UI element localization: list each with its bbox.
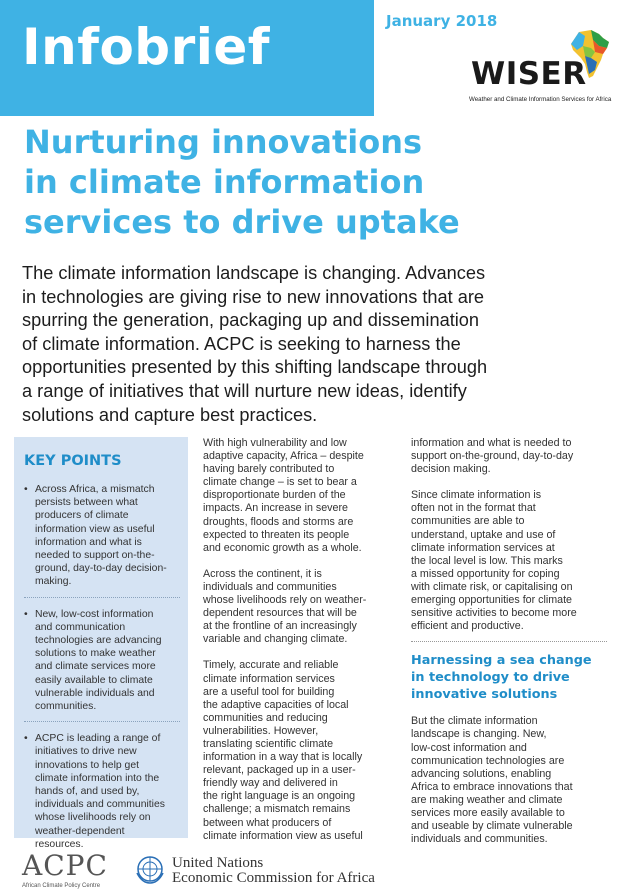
key-point-item [14,732,188,851]
body-line: often not in the format that [411,502,536,515]
body-line: climate change – is set to bear a [203,476,357,489]
body-paragraph [411,489,616,633]
key-point-line: persists between what [35,497,138,509]
body-line: services more easily available to [411,806,565,819]
key-point-line: Across Africa, a mismatch [35,484,155,495]
key-point-line: innovations to help get [35,759,139,771]
section-divider [411,641,607,642]
body-paragraph [411,437,616,476]
body-line: variable and changing climate. [203,633,348,646]
body-line: challenge; a mismatch remains [203,803,351,816]
body-line: are making weather and climate [411,793,563,806]
body-line: disproportionate burden of the [203,489,346,502]
body-line: Africa to embrace innovations that [411,780,573,793]
body-paragraph [203,659,408,842]
body-line: whose livelihoods rely on weather- [203,594,367,607]
headline [24,122,614,242]
intro-paragraph [22,262,622,427]
body-line: a missed opportunity for coping [411,567,560,580]
key-point-item [14,483,188,589]
key-point-line: easily available to climate [35,674,153,686]
intro-line: opportunities presented by this shifting landscape through [22,357,488,378]
un-emblem-icon [134,853,166,885]
body-paragraph [203,568,408,647]
body-line: relevant, packaged up in a user- [203,764,356,777]
key-point-line: hands of, and used by, [35,786,140,798]
body-line: information and what is needed to [411,437,572,449]
key-points-list [14,483,188,851]
body-line: landscape is changing. New, [411,728,547,741]
infobrief-banner [0,0,374,116]
body-line: translating scientific climate [203,737,334,750]
headline-line: Nurturing innovations [24,123,423,161]
body-line: and economic growth as a whole. [203,541,362,554]
key-point-line: climate information into the [35,772,160,784]
key-point-line: New, low-cost information [35,608,154,620]
key-point-line: producers of climate [35,510,129,522]
body-column-middle [203,437,408,856]
body-line: adaptive capacity, Africa – despite [203,450,364,463]
intro-line: solutions and capture best practices. [22,404,318,425]
key-point-line: initiatives to drive new [35,746,137,758]
acpc-logo-subtitle: African Climate Policy Centre [22,883,101,889]
key-point-line: whose livelihoods rely on [35,812,151,824]
body-line: climate information services at [411,541,555,554]
key-point-line: ground, day-to-day decision- [35,563,167,575]
headline-line: in climate information [24,163,425,201]
key-point-line: ACPC is leading a range of [35,733,161,745]
body-line: the right language is an ongoing [203,790,356,803]
body-line: climate information services [203,672,335,685]
key-points-divider [24,713,180,722]
un-name: United Nations [172,855,264,871]
body-line: communication technologies are [411,754,565,767]
body-line: communities and reducing [203,711,328,724]
body-column-right [411,437,616,859]
body-line: Since climate information is [411,489,542,502]
body-line: Timely, accurate and reliable [203,659,339,672]
key-point-line: information and what is [35,536,142,548]
body-line: expected to threaten its people [203,528,350,541]
key-point-line: and climate services more [35,661,156,673]
subheading-line: in technology to drive [411,670,570,686]
key-point-line: individuals and communities [35,799,165,811]
intro-line: in technologies are giving rise to new innovations that are [22,286,485,307]
body-line: information in a way that is locally [203,751,363,764]
body-line: understand, uptake and use of [411,528,556,541]
body-line: climate information view as useful [203,829,363,842]
bullet-icon: • [24,608,28,620]
body-line: with climate risk, or capitalising on [411,580,573,593]
wiser-logo [441,28,621,110]
intro-line: a range of initiatives that will nurture new ideas, identify [22,380,467,401]
key-point-item [14,608,188,714]
body-line: individuals and communities [203,580,337,593]
key-point-line: technologies are advancing [35,635,162,647]
uneca-name: Economic Commission for Africa [172,870,375,886]
body-line: friendly way and delivered in [203,777,338,790]
body-line: Across the continent, it is [203,567,322,580]
body-line: and useable by climate vulnerable [411,820,573,833]
publication-date: January 2018 [386,12,498,30]
bullet-icon: • [24,733,28,745]
key-point-line: vulnerable individuals and [35,687,155,699]
key-points-title: KEY POINTS [24,453,122,469]
intro-line: The climate information landscape is changing. Advances [22,263,486,283]
body-line: at the frontline of an increasingly [203,620,357,633]
body-line: advancing solutions, enabling [411,767,552,780]
headline-line: services to drive uptake [24,203,460,241]
body-line: efficient and productive. [411,620,524,633]
body-line: the adaptive capacities of local [203,698,349,711]
body-line: the local level is low. This marks [411,554,563,567]
bullet-icon: • [24,484,28,495]
body-line: having barely contributed to [203,463,335,476]
body-line: vulnerabilities. However, [203,724,319,737]
wiser-logo-subtitle: Weather and Climate Information Services for Africa [469,96,612,103]
body-line: emerging opportunities for climate [411,594,572,607]
subheading-line: Harnessing a sea change [411,653,592,669]
body-line: between what producers of [203,816,332,829]
key-points-box [14,437,188,850]
body-line: low-cost information and [411,741,527,754]
key-point-line: needed to support on-the- [35,550,155,562]
key-point-line: communities. [35,701,97,713]
key-point-line: information view as useful [35,523,155,535]
footer-logos [22,845,622,889]
key-point-line: weather-dependent [35,825,125,837]
acpc-logo: ACPC [22,849,108,882]
body-line: communities are able to [411,515,525,528]
key-point-line: resources. [35,838,84,850]
subheading-line: innovative solutions [411,687,558,703]
body-line: decision making. [411,463,491,476]
key-point-line: solutions to make weather [35,648,156,660]
key-points-divider [24,589,180,598]
body-line: support on-the-ground, day-to-day [411,450,574,463]
body-paragraph [411,715,616,846]
body-paragraph [203,437,408,555]
body-line: But the climate information [411,715,538,728]
intro-line: of climate information. ACPC is seeking to harness the [22,333,461,354]
body-line: impacts. An increase in severe [203,502,348,515]
body-line: dependent resources that will be [203,607,357,620]
body-line: are a useful tool for building [203,685,335,698]
body-line: sensitive activities to become more [411,607,577,620]
key-point-line: and communication [35,621,126,633]
body-line: With high vulnerability and low [203,437,347,449]
key-point-line: making. [35,576,72,588]
body-line: individuals and communities. [411,833,548,846]
body-line: droughts, floods and storms are [203,515,354,528]
wiser-logo-word: WISER [471,56,587,92]
section-subheading [411,652,616,703]
banner-title: Infobrief [22,18,271,76]
intro-line: spurring the generation, packaging up and dissemination [22,310,480,331]
